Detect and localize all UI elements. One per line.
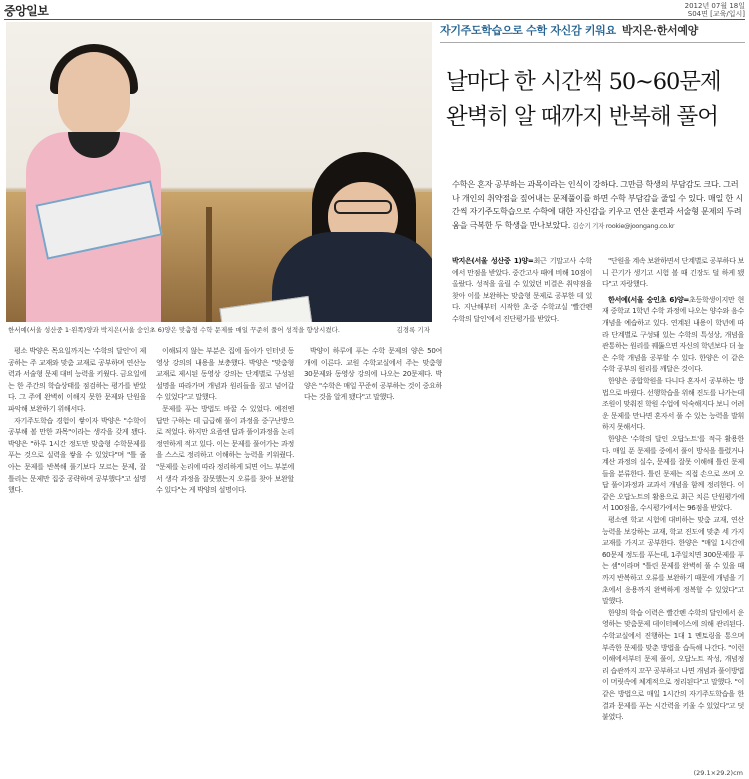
- body-paragraph: 최근 기말고사 수학에서 만점을 받았다. 중간고사 때에 비해 10점이 올랐다. 성적을 올릴 수 있었던 비결은 취약점을 찾아 이를 보완하는 맞춤형 문제로 공부한 데 있다. 지난해부터 시작한 초·중 수학교실 '빨간펜 수학의 달인'에서 진단평가를 받았다.: [452, 256, 592, 323]
- body-column-middle: [156, 345, 294, 765]
- body-column-left: [8, 345, 146, 765]
- photo-shelf-divider: [206, 207, 212, 322]
- section-lead-han: 한서예(서울 숭인초 6)양=: [608, 294, 689, 304]
- headline-line-1: 날마다 한 시간씩 50~60문제: [446, 69, 721, 95]
- caption-text: 한서예(서울 성산중 1·왼쪽)양과 박지은(서울 숭인초 6)양은 맞춤형 수학 문제를 매일 꾸준히 풀어 성적을 향상시켰다.: [8, 326, 340, 334]
- page-size-footer: (29.1×29.2)cm: [693, 769, 743, 777]
- section-lead-park: 박지은(서울 성산중 1)양=: [452, 256, 534, 265]
- newspaper-logo: 중앙일보: [4, 4, 49, 18]
- dateline: [685, 2, 745, 18]
- byline: 김승기 기자 rookie@joongang.co.kr: [572, 221, 675, 230]
- body-column-upper-left: [452, 255, 592, 345]
- body-paragraph: 한양은 '수학의 달인 오답노트'를 적극 활용한다. 매일 푼 문제를 중에서 풀이 방식을 틀렸거나 계산 과정의 실수, 문제를 잘못 이해해 틀린 문제들을 분류한다. 틀린 문제는 직접 손으로 쓰며 오답 풀이과정과 교과서 개념을 함께 정리한다. 이 같은 오답노트의 활용으로 최근 치른 단원평가에서 100점을, 수시평가에서는 96점을 받았다.: [602, 433, 744, 513]
- masthead-rule: [4, 19, 745, 20]
- body-column-right: [304, 345, 442, 765]
- article-header: [440, 22, 745, 135]
- photo-girl1-head: [58, 52, 130, 138]
- body-paragraph: 한양은 종합학원을 다니다 혼자서 공부하는 방법으로 바꿨다. 선행학습을 위해 진도를 나가는데 조원이 맞춰진 학원 수업에 익숙해지다 보니 어려운 문제를 만나면 혼자서 풀 수 있는 능력을 발휘하지 못해서다.: [602, 375, 744, 432]
- lede-text: 수학은 혼자 공부하는 과목이라는 인식이 강하다. 그만큼 학생의 부담감도 크다. 그러나 개인의 취약점을 짚어내는 문제풀이를 하면 수학 부담감을 줄일 수 있다. 매일 한 시간씩 자기주도학습으로 수학에 대한 자신감을 키우고 연산 훈련과 서술형 문제의 두려움을 극복한 두 학생을 만나보았다.: [452, 179, 743, 230]
- photo-credit: 김경록 기자: [396, 326, 430, 334]
- kicker: [440, 22, 745, 43]
- body-paragraph: 평소엔 학교 시험에 대비하는 맞춤 교재, 연산능력을 보강하는 교재, 학교 진도에 맞춘 세 가지 교재를 가지고 공부한다. 한양은 "매일 1시간에 60문제 정도를 푸는데, 1주일치면 300문제를 푸는 셈"이라며 "틀린 문제를 완벽히 풀 수 있을 때까지 반복하고 오류를 보완하기 때문에 개념을 기초에서 응용까지 완벽하게 정복할 수 있었다"고 말했다.: [602, 515, 744, 606]
- headline: [440, 65, 745, 135]
- body-paragraph: 이해되지 않는 부분은 집에 돌아가 인터넷 동영상 강의의 내용을 보충했다. 박양은 "맞춤형 교재로 제시된 동영상 강의는 단계별로 구성된 설명을 따라가며 개념과 원리들을 짚고 넘어갈 수 있었다"고 말했다.: [156, 346, 294, 402]
- body-column-upper-right: [602, 255, 744, 725]
- body-paragraph: 한양의 학습 이력은 빨간펜 수학의 달인에서 운영하는 맞춤문제 데이터베이스에 의해 관리된다. 수학교실에서 진행하는 1대 1 멘토링을 통으며 부족한 문제를 맞춘 방법을 습득해 나간다. "이런 이해에서부터 문제 풀이, 오답노트 작성, 개념정리 습관까지 꼬꾸 공부하고 나면 개념과 풀이방법이 머릿속에 체계적으로 정리된다"고 말했다. "이 같은 방법으로 매일 1시간의 자기주도학습을 한 결과 문제를 푸는 시간력을 키울 수 있었다"고 덧붙였다.: [602, 607, 744, 722]
- body-paragraph: 박양이 하루에 푸는 수학 문제의 양은 50여 개에 이른다. 교원 수학교실에서 주는 맞춤형 30문제와 동영상 강의에 나오는 20문제다. 박양은 "수학은 매일 꾸준히 공부하는 것이 중요하다는 것을 알게 됐다"고 말했다.: [304, 346, 442, 402]
- kicker-names: 박지은·한서예양: [621, 24, 698, 37]
- photo-glasses: [334, 200, 392, 214]
- photo-caption: [8, 326, 430, 335]
- article-photo: [6, 22, 432, 322]
- kicker-title: 자기주도학습으로 수학 자신감 키워요: [440, 24, 616, 37]
- masthead: [4, 2, 745, 18]
- body-paragraph: 평소 박양은 목요일까지는 '수학의 달인'이 제공하는 주 교재와 맞춤 교재로 공부하며 연산능력과 서술형 문제 대비 능력을 키웠다. 금요일에는 한 주간의 학습상태를 점검하는 평가를 받았다. 그 주에 완벽히 이해지 못한 문제와 단원을 파악해 보완하기 위해서다.: [8, 346, 146, 413]
- body-paragraph: "단원을 계속 보완하면서 단계별로 공부하다 보니 끈기가 생기고 시험 볼 때 긴장도 덜 하게 됐다"고 자랑했다.: [602, 256, 744, 289]
- body-paragraph: 초등학생이지만 현재 중학교 1학년 수학 과정에 나오는 양수와 음수 개념을 예습하고 있다. 연계된 내용이 학년에 따라 단계별로 구성돼 있는 수학의 특성상, 개념을 관통하는 원리를 꿰뚫으면 자신의 학년보다 더 높은 수학 개념을 공부할 수 있다. 한양은 이 같은 수학 공부의 원리를 깨달은 것이다.: [602, 294, 744, 374]
- body-paragraph: 문제를 푸는 방법도 바꿀 수 있었다. 예전엔 답만 구하는 데 급급해 풀이 과정을 중구난방으로 적었다. 하지만 요즘엔 답과 풀이과정을 논리정연하게 적고 있다. 이는 문제를 풀어가는 과정을 스스로 정리하고 이해하는 능력을 키워줬다. "문제를 논리에 따라 정리하게 되면 어느 부분에서 생각 과정을 잘못했는지 오류를 찾아 보완할 수 있다"는 게 박양의 설명이다.: [156, 403, 294, 495]
- lede: [452, 178, 744, 233]
- headline-line-2: 완벽히 알 때까지 반복해 풀어: [446, 104, 718, 130]
- section-text: S04면 [교육/입시]: [687, 10, 745, 18]
- date-text: 2012년 07월 18일: [684, 2, 745, 10]
- body-paragraph: 자기주도학습 경험이 쌓이자 박양은 "수학이 공부해 볼 만한 과목"이라는 생각을 갖게 됐다. 박양은 "하루 1시간 정도만 맞춤형 수학문제를 푸는 것으로 실력을 쌓을 수 있었다"며 "틀 줄 아는 문제를 반복해 풀기보다 모르는 문제, 잘 틀리는 문제만 집중 공략하며 공부했다"고 설명했다.: [8, 415, 146, 495]
